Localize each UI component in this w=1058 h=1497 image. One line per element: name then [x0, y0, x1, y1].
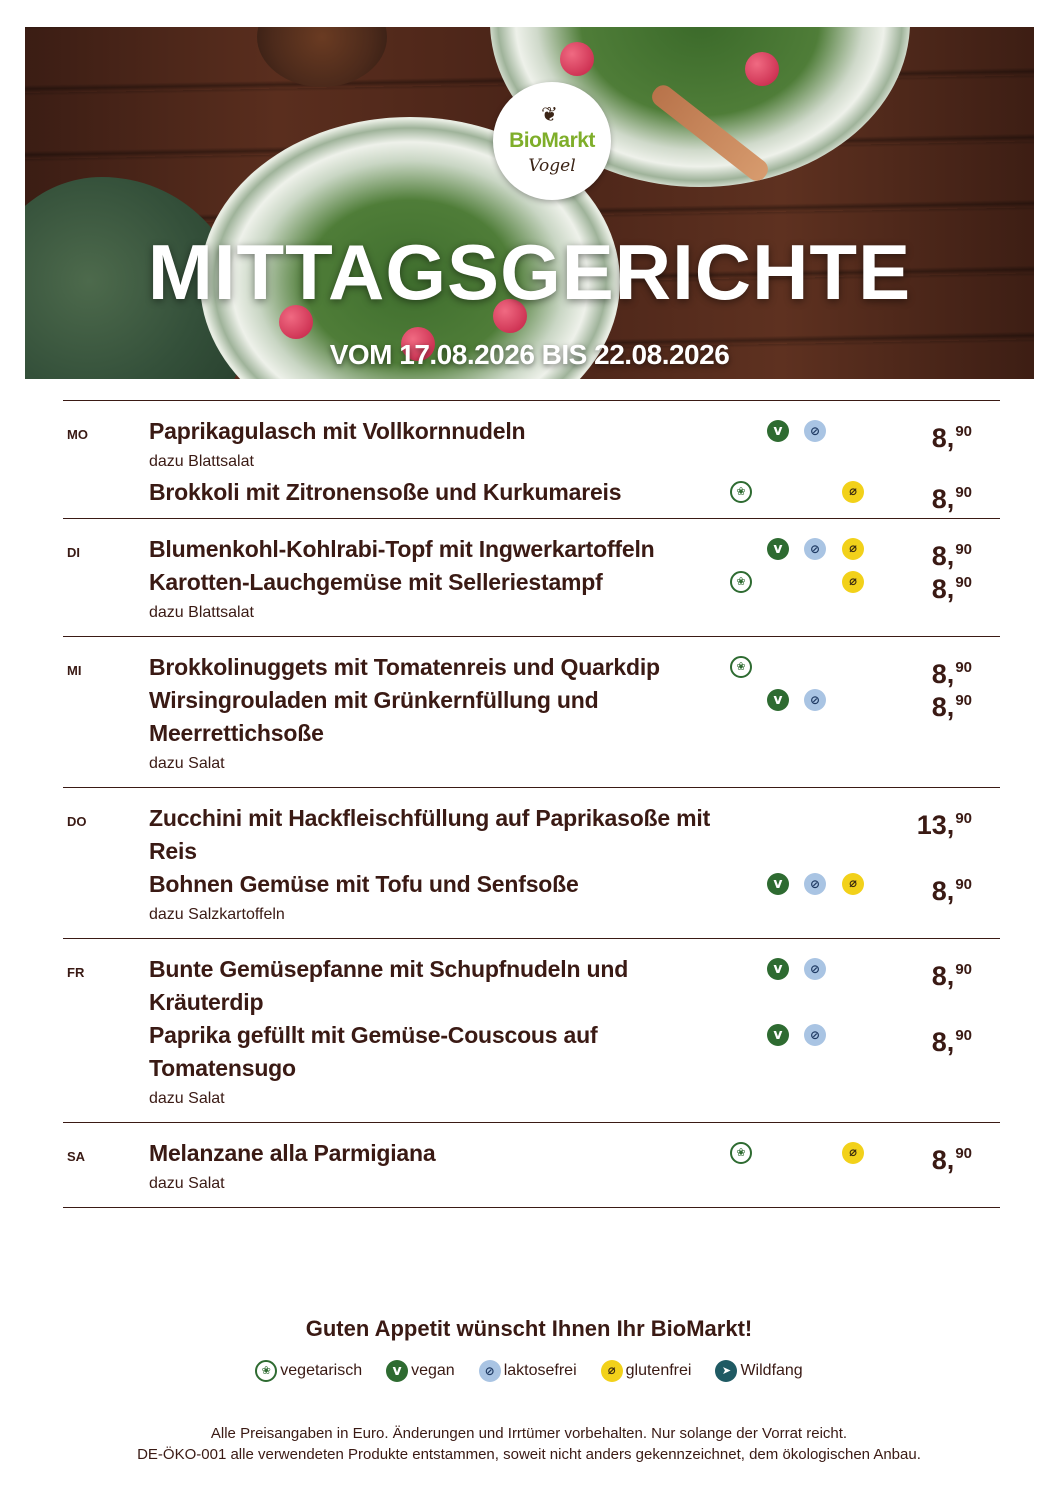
- vegan-icon: v: [767, 538, 789, 560]
- dish-price: [932, 566, 972, 606]
- dish-price: [932, 953, 972, 993]
- dish-item: [63, 802, 1000, 868]
- dish-item: [63, 953, 1000, 1019]
- price-euros: 13,: [916, 810, 955, 840]
- dish-name: Paprikagulasch mit Vollkornnudeln: [149, 418, 526, 444]
- vegetarian-icon: ❀: [730, 481, 752, 503]
- dish-name: Bunte Gemüsepfanne mit Schupfnudeln und Kräuterdip: [149, 956, 629, 1015]
- price-euros: 8,: [931, 692, 955, 722]
- dish-item: [63, 684, 1000, 750]
- day-row: [63, 787, 1000, 938]
- gluten-free-icon: ⌀: [842, 873, 864, 895]
- dish-side: dazu Salat: [149, 755, 225, 772]
- price-cents: 90: [955, 659, 972, 676]
- legend: [0, 1360, 1058, 1382]
- hero-banner: [25, 27, 1034, 379]
- dish-item: [63, 868, 1000, 906]
- vegan-icon: v: [767, 689, 789, 711]
- vegan-icon: v: [767, 1024, 789, 1046]
- dish-name: Wirsingrouladen mit Grünkernfüllung und Meerrettichsoße: [149, 687, 599, 746]
- price-note: Alle Preisangaben in Euro. Änderungen und Irrtümer vorbehalten. Nur solange der Vorrat reicht.: [210, 1425, 848, 1442]
- dish-name: Bohnen Gemüse mit Tofu und Senfsoße: [149, 871, 579, 897]
- dish-price: [932, 415, 972, 455]
- price-euros: 8,: [931, 484, 955, 514]
- date-range: VOM 17.08.2026 BIS 22.08.2026: [329, 339, 730, 370]
- dish-name: Blumenkohl-Kohlrabi-Topf mit Ingwerkartoffeln: [149, 536, 655, 562]
- legend-item: [479, 1360, 577, 1382]
- vegan-icon: v: [767, 873, 789, 895]
- legend-label: vegan: [411, 1362, 455, 1380]
- dish-name: Karotten-Lauchgemüse mit Selleriestampf: [149, 569, 603, 595]
- price-cents: 90: [955, 1027, 972, 1044]
- day-label: FR: [67, 965, 85, 980]
- day-row: [63, 518, 1000, 636]
- price-cents: 90: [955, 1145, 972, 1162]
- day-row: [63, 636, 1000, 787]
- dish-item: [63, 566, 1000, 604]
- raspberry-image: [745, 52, 779, 86]
- vegetarian-icon: ❀: [730, 571, 752, 593]
- vegetarian-icon: ❀: [255, 1360, 277, 1382]
- lactose-free-icon: ⊘: [804, 958, 826, 980]
- price-cents: 90: [955, 961, 972, 978]
- dish-price: [932, 1137, 972, 1177]
- dish-side: dazu Blattsalat: [149, 453, 254, 470]
- price-euros: 8,: [931, 1145, 955, 1175]
- dish-item: [63, 651, 1000, 689]
- dish-name: Zucchini mit Hackfleischfüllung auf Paprikasoße mit Reis: [149, 805, 711, 864]
- legend-item: [386, 1360, 455, 1382]
- dish-name: Paprika gefüllt mit Gemüse-Couscous auf Tomatensugo: [149, 1022, 598, 1081]
- price-euros: 8,: [931, 659, 955, 689]
- lactose-free-icon: ⊘: [804, 1024, 826, 1046]
- dish-name: Brokkolinuggets mit Tomatenreis und Quarkdip: [149, 654, 660, 680]
- price-euros: 8,: [931, 541, 955, 571]
- price-cents: 90: [955, 692, 972, 709]
- menu-table: [63, 400, 1000, 1208]
- price-cents: 90: [955, 541, 972, 558]
- day-label: SA: [67, 1149, 86, 1164]
- raspberry-image: [560, 42, 594, 76]
- dish-name: Melanzane alla Parmigiana: [149, 1140, 436, 1166]
- lactose-free-icon: ⊘: [804, 538, 826, 560]
- lactose-free-icon: ⊘: [804, 689, 826, 711]
- logo-brand: BioMarkt: [509, 129, 595, 152]
- price-cents: 90: [955, 423, 972, 440]
- price-euros: 8,: [931, 876, 955, 906]
- legend-label: Wildfang: [740, 1362, 803, 1380]
- dish-item: [63, 415, 1000, 453]
- dish-side: dazu Salzkartoffeln: [149, 906, 285, 923]
- dish-item: [63, 1137, 1000, 1175]
- day-row: [63, 1122, 1000, 1208]
- day-label: DO: [67, 814, 87, 829]
- dish-side: dazu Salat: [149, 1175, 225, 1192]
- vegan-icon: v: [767, 958, 789, 980]
- day-label: MI: [67, 663, 82, 678]
- price-euros: 8,: [931, 961, 955, 991]
- price-euros: 8,: [931, 574, 955, 604]
- bird-icon: ❦: [541, 102, 558, 126]
- lactose-free-icon: ⊘: [479, 1360, 501, 1382]
- organic-note: DE-ÖKO-001 alle verwendeten Produkte entstammen, soweit nicht anders gekennzeichnet, dem ökologischen Anbau.: [137, 1446, 921, 1463]
- dish-name: Brokkoli mit Zitronensoße und Kurkumareis: [149, 479, 622, 505]
- dish-side: dazu Salat: [149, 1090, 225, 1107]
- price-cents: 90: [955, 810, 972, 827]
- price-cents: 90: [955, 876, 972, 893]
- logo-sub: Vogel: [528, 156, 576, 176]
- legend-label: vegetarisch: [280, 1362, 363, 1380]
- day-row: [63, 400, 1000, 518]
- page-title: MITTAGSGERICHTE: [147, 228, 912, 316]
- lactose-free-icon: ⊘: [804, 873, 826, 895]
- legend-item: [255, 1360, 362, 1382]
- vegan-icon: v: [767, 420, 789, 442]
- dish-price: [932, 476, 972, 516]
- legend-item: [601, 1360, 692, 1382]
- greeting: Guten Appetit wünscht Ihnen Ihr BioMarkt!: [305, 1316, 753, 1341]
- price-euros: 8,: [931, 1027, 955, 1057]
- dish-item: [63, 476, 1000, 514]
- legend-label: laktosefrei: [503, 1362, 577, 1380]
- footer-notes: [0, 1423, 1058, 1465]
- gluten-free-icon: ⌀: [842, 1142, 864, 1164]
- gluten-free-icon: ⌀: [601, 1360, 623, 1382]
- dish-item: [63, 1019, 1000, 1085]
- vegetarian-icon: ❀: [730, 1142, 752, 1164]
- legend-item: [715, 1360, 802, 1382]
- day-label: DI: [67, 545, 80, 560]
- dish-side: dazu Blattsalat: [149, 604, 254, 621]
- gluten-free-icon: ⌀: [842, 481, 864, 503]
- dish-price: [932, 1019, 972, 1059]
- day-row: [63, 938, 1000, 1122]
- dish-price: [932, 684, 972, 724]
- day-label: MO: [67, 427, 88, 442]
- price-euros: 8,: [931, 423, 955, 453]
- price-cents: 90: [955, 484, 972, 501]
- dish-price: [917, 802, 972, 842]
- pecan-bowl-image: [257, 27, 387, 87]
- wild-catch-fish-icon: ➤: [715, 1360, 737, 1382]
- gluten-free-icon: ⌀: [842, 538, 864, 560]
- vegan-icon: v: [386, 1360, 408, 1382]
- vegetarian-icon: ❀: [730, 656, 752, 678]
- lactose-free-icon: ⊘: [804, 420, 826, 442]
- dish-item: [63, 533, 1000, 571]
- legend-label: glutenfrei: [625, 1362, 692, 1380]
- gluten-free-icon: ⌀: [842, 571, 864, 593]
- dish-price: [932, 868, 972, 908]
- biomarkt-logo: [493, 82, 611, 200]
- price-cents: 90: [955, 574, 972, 591]
